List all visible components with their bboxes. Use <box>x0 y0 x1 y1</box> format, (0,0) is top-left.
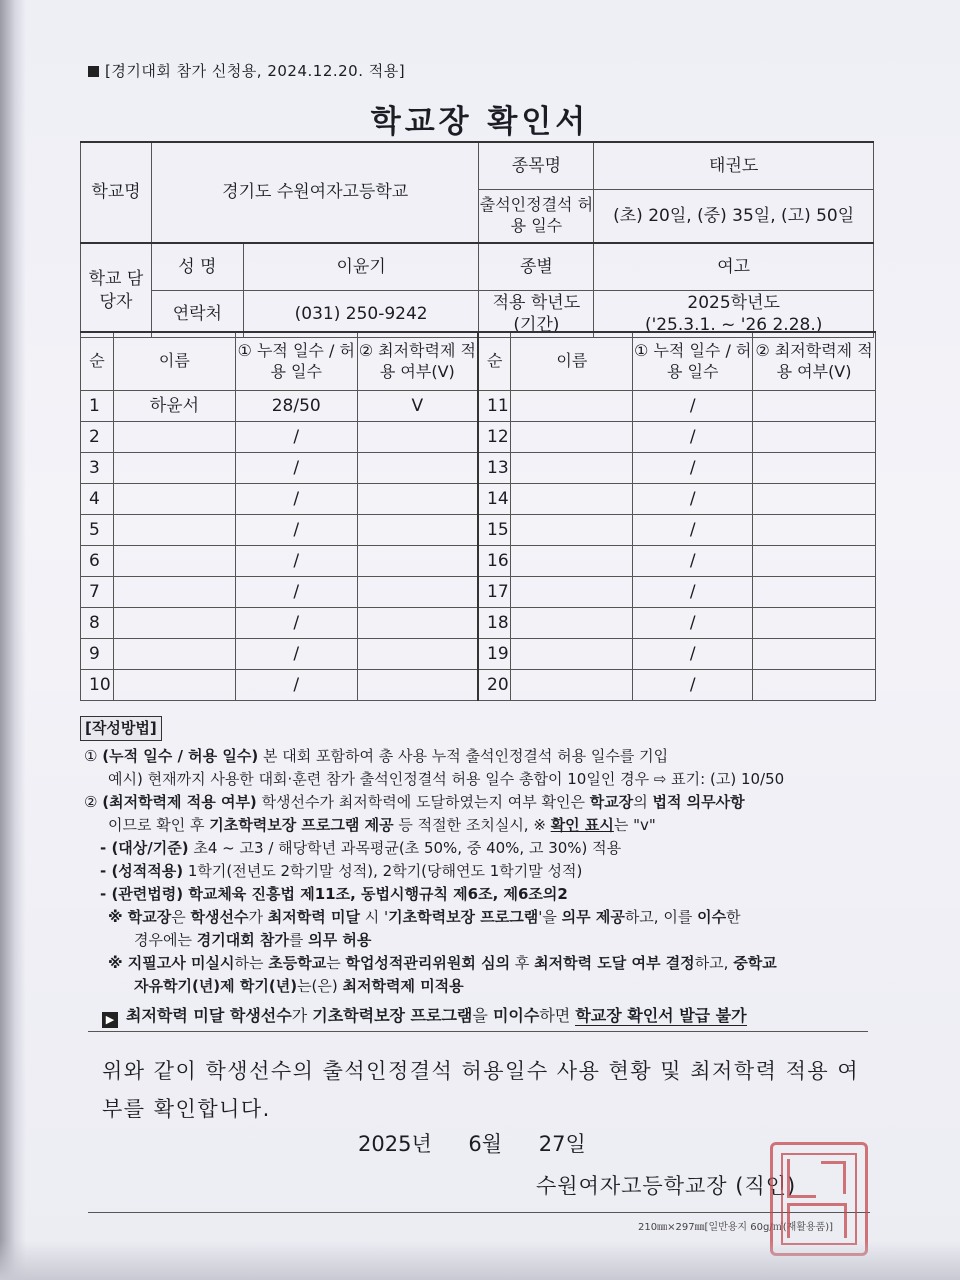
guide-line-11: 자유학기(년)제 학기(년)는(은) 최저학력제 미적용 <box>134 977 464 995</box>
confirmation-text: 위와 같이 학생선수의 출석인정결석 허용일수 사용 현황 및 최저학력 적용 여부를 확인합니다. <box>102 1059 860 1121</box>
days-cell: 28/50 <box>235 391 357 422</box>
days-cell: / <box>633 577 753 608</box>
table-row <box>81 546 876 577</box>
guide-line-3: ② (최저학력제 적용 여부) 학생선수가 최저학력에 도달하였는지 여부 확인은 학교장의 법적 의무사항 <box>84 793 745 811</box>
row-number: 20 <box>478 670 511 701</box>
check-cell <box>357 515 478 546</box>
student-name <box>113 670 235 701</box>
guide-line-4: 이므로 확인 후 기초학력보장 프로그램 제공 등 적절한 조치실시, ※ 확인 표시는 "v" <box>108 816 656 834</box>
name-value: 이윤기 <box>243 243 479 291</box>
guide-line-5: - (대상/기준) 초4 ~ 고3 / 해당학년 과목평균(초 50%, 중 40%, 고 30%) 적용 <box>100 839 622 857</box>
row-number: 8 <box>81 608 114 639</box>
student-name <box>511 391 633 422</box>
writing-guide <box>80 716 880 998</box>
row-number: 15 <box>478 515 511 546</box>
check-cell <box>753 608 876 639</box>
days-cell: / <box>235 422 357 453</box>
check-cell <box>753 639 876 670</box>
header-check: ② 최저학력제 적용 여부(V) <box>357 332 478 391</box>
student-name <box>511 670 633 701</box>
days-cell: / <box>633 515 753 546</box>
days-cell: / <box>235 453 357 484</box>
days-cell: / <box>235 608 357 639</box>
student-name <box>511 453 633 484</box>
document-title: 학교장 확인서 <box>370 104 590 140</box>
row-number: 10 <box>81 670 114 701</box>
check-cell <box>357 484 478 515</box>
row-number: 7 <box>81 577 114 608</box>
absence-label: 출석인정결석 허용 일수 <box>479 190 594 244</box>
official-seal-stamp <box>770 1142 868 1256</box>
days-cell: / <box>235 546 357 577</box>
student-list-table <box>80 331 876 701</box>
type-value: 여고 <box>594 243 874 291</box>
days-cell: / <box>633 546 753 577</box>
table-row <box>81 670 876 701</box>
days-cell: / <box>633 670 753 701</box>
divider-line <box>88 1031 868 1032</box>
guide-line-8: ※ 학교장은 학생선수가 최저학력 미달 시 '기초학력보장 프로그램'을 의무 제공하고, 이를 이수한 <box>108 908 741 926</box>
square-bullet-icon <box>88 66 99 77</box>
check-cell <box>753 670 876 701</box>
student-name <box>113 608 235 639</box>
row-number: 2 <box>81 422 114 453</box>
event-label: 종목명 <box>479 142 594 190</box>
student-name <box>113 515 235 546</box>
check-cell <box>357 453 478 484</box>
table-row <box>81 484 876 515</box>
table-row <box>81 422 876 453</box>
table-row <box>81 391 876 422</box>
row-number: 3 <box>81 453 114 484</box>
check-cell <box>357 608 478 639</box>
bottom-divider <box>88 1212 870 1213</box>
check-cell <box>357 546 478 577</box>
row-number: 19 <box>478 639 511 670</box>
row-number: 12 <box>478 422 511 453</box>
student-name <box>511 422 633 453</box>
student-name <box>511 484 633 515</box>
days-cell: / <box>633 608 753 639</box>
check-cell <box>753 484 876 515</box>
table-row <box>81 577 876 608</box>
student-name <box>113 577 235 608</box>
check-cell <box>357 577 478 608</box>
paper-spec: 210㎜×297㎜[일반용지 60g/㎡(재활용품)] <box>638 1222 834 1233</box>
days-cell: / <box>235 639 357 670</box>
student-name <box>511 515 633 546</box>
header-no: 순 <box>81 332 114 391</box>
contact-value: (031) 250-9242 <box>243 291 479 338</box>
arrow-right-icon: ▶ <box>102 1012 118 1028</box>
name-label: 성 명 <box>151 243 243 291</box>
check-cell <box>753 546 876 577</box>
header-days: ① 누적 일수 / 허용 일수 <box>235 332 357 391</box>
guide-line-7: - (관련법령) 학교체육 진흥법 제11조, 동법시행규칙 제6조, 제6조의2 <box>100 885 568 903</box>
days-cell: / <box>633 639 753 670</box>
check-cell <box>357 422 478 453</box>
school-info-table <box>80 141 874 338</box>
student-rows <box>81 391 876 701</box>
days-cell: / <box>235 577 357 608</box>
guide-line-2: 예시) 현재까지 사용한 대회·훈련 참가 출석인정결석 허용 일수 총합이 10일인 경우 ⇨ 표기: (고) 10/50 <box>108 770 785 788</box>
guide-line-6: - (성적적용) 1학기(전년도 2학기말 성적), 2학기(당해연도 1학기말 성적) <box>100 862 583 880</box>
table-row <box>81 453 876 484</box>
page-bottom-shadow <box>0 1240 960 1280</box>
absence-value: (초) 20일, (중) 35일, (고) 50일 <box>594 190 874 244</box>
student-name <box>511 577 633 608</box>
table-row <box>81 639 876 670</box>
row-number: 16 <box>478 546 511 577</box>
days-cell: / <box>633 391 753 422</box>
school-name: 경기도 수원여자고등학교 <box>151 142 479 243</box>
student-name <box>113 484 235 515</box>
student-name <box>113 546 235 577</box>
days-cell: / <box>633 453 753 484</box>
student-name: 하윤서 <box>113 391 235 422</box>
header-name: 이름 <box>511 332 633 391</box>
issue-date: 2025년 6월 27일 <box>358 1132 586 1156</box>
event-value: 태권도 <box>594 142 874 190</box>
row-number: 14 <box>478 484 511 515</box>
type-label: 종별 <box>479 243 594 291</box>
days-cell: / <box>633 484 753 515</box>
row-number: 5 <box>81 515 114 546</box>
year-label: 적용 학년도 (기간) <box>479 291 594 338</box>
days-cell: / <box>235 670 357 701</box>
principal-signature: 수원여자고등학교장 (직인) <box>536 1174 797 1198</box>
notice-text: [경기대회 참가 신청용, 2024.12.20. 적용] <box>105 62 406 80</box>
check-cell <box>357 670 478 701</box>
page-edge-shadow <box>0 0 26 1280</box>
year-period: ('25.3.1. ~ '26 2.28.) <box>644 315 823 335</box>
check-cell <box>357 639 478 670</box>
days-cell: / <box>235 515 357 546</box>
days-cell: / <box>235 484 357 515</box>
row-number: 18 <box>478 608 511 639</box>
guide-line-10: ※ 지필고사 미실시하는 초등학교는 학업성적관리위원회 심의 후 최저학력 도달 여부 결정하고, 중학교 <box>108 954 777 972</box>
student-name <box>511 639 633 670</box>
check-cell <box>753 453 876 484</box>
check-cell <box>753 577 876 608</box>
student-name <box>511 546 633 577</box>
check-cell <box>753 422 876 453</box>
school-label: 학교명 <box>81 142 152 243</box>
year-value: 2025학년도 <box>687 292 780 313</box>
row-number: 17 <box>478 577 511 608</box>
table-row <box>81 515 876 546</box>
guide-line-9: 경우에는 경기대회 참가를 의무 허용 <box>134 931 372 949</box>
student-name <box>113 422 235 453</box>
row-number: 13 <box>478 453 511 484</box>
manager-label: 학교 담당자 <box>81 243 152 338</box>
row-number: 4 <box>81 484 114 515</box>
row-number: 9 <box>81 639 114 670</box>
header-check: ② 최저학력제 적용 여부(V) <box>753 332 876 391</box>
header-no: 순 <box>478 332 511 391</box>
form-notice <box>88 60 405 81</box>
check-cell <box>753 515 876 546</box>
guide-heading: [작성방법] <box>80 716 162 741</box>
contact-label: 연락처 <box>151 291 243 338</box>
student-name <box>511 608 633 639</box>
issuance-warning: ▶ 최저학력 미달 학생선수가 기초학력보장 프로그램을 미이수하면 학교장 확인서 발급 불가 <box>102 1003 747 1028</box>
check-cell <box>753 391 876 422</box>
days-cell: / <box>633 422 753 453</box>
header-name: 이름 <box>113 332 235 391</box>
student-name <box>113 639 235 670</box>
row-number: 1 <box>81 391 114 422</box>
table-row <box>81 608 876 639</box>
check-cell: V <box>357 391 478 422</box>
row-number: 11 <box>478 391 511 422</box>
row-number: 6 <box>81 546 114 577</box>
header-days: ① 누적 일수 / 허용 일수 <box>633 332 753 391</box>
guide-line-1: ① (누적 일수 / 허용 일수) 본 대회 포함하여 총 사용 누적 출석인정결석 허용 일수를 기입 <box>84 747 669 765</box>
student-name <box>113 453 235 484</box>
